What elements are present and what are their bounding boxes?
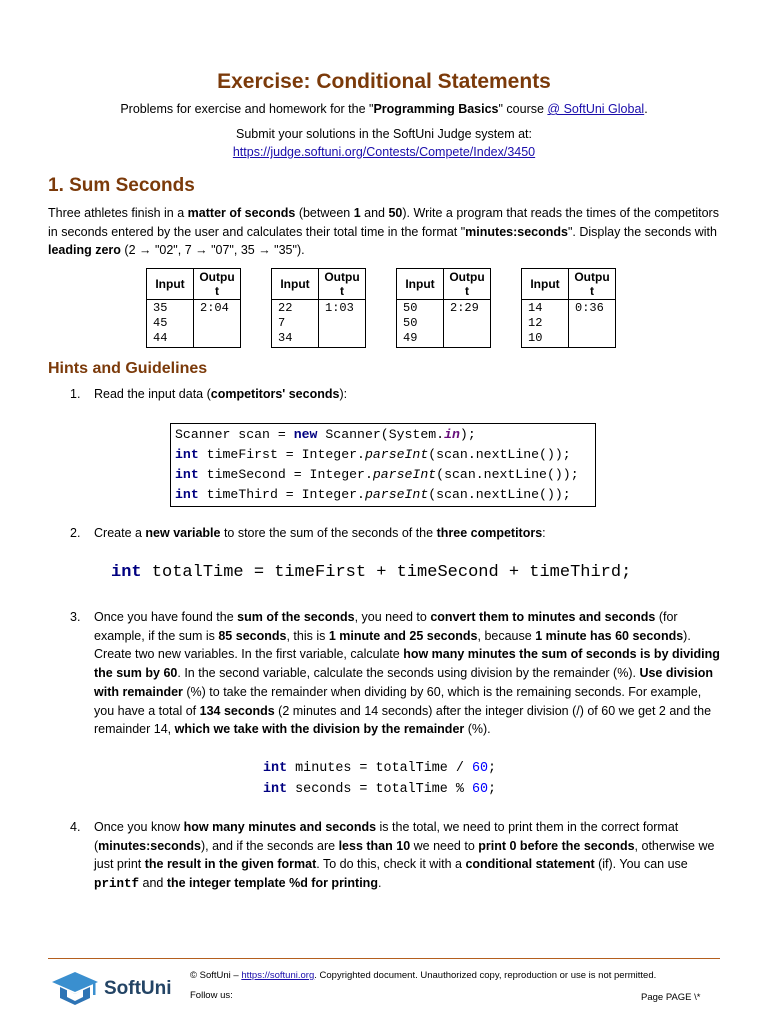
judge-link[interactable]: https://judge.softuni.org/Contests/Compete/Index/3450 — [232, 145, 536, 159]
example-table-2 — [271, 268, 366, 348]
follow-us-label: Follow us: — [190, 990, 233, 1001]
example-table-1 — [146, 268, 241, 348]
code-line: Scanner scan = new Scanner(System.in); — [175, 427, 476, 442]
code-line: int minutes = totalTime / 60; — [263, 761, 497, 776]
intro-text: Problems for exercise and homework for the " — [120, 102, 374, 116]
output-cell: 2:04 — [194, 300, 241, 348]
input-header: Input — [272, 269, 319, 300]
intro-line — [0, 102, 768, 116]
code-line: int timeSecond = Integer.parseInt(scan.nextLine()); — [175, 467, 579, 482]
step-number: 1. — [70, 387, 81, 401]
code-line: int timeFirst = Integer.parseInt(scan.nextLine()); — [175, 447, 571, 462]
page-title: Exercise: Conditional Statements — [217, 70, 551, 93]
example-table-3 — [396, 268, 491, 348]
copyright-text: © SoftUni – https://softuni.org. Copyrighted document. Unauthorized copy, reproduction or use is not permitted. — [190, 970, 657, 981]
softuni-logo-icon — [50, 970, 100, 1008]
code-block-read-input — [170, 423, 596, 507]
softuni-global-link[interactable]: @ SoftUni Global — [547, 102, 645, 116]
input-header: Input — [397, 269, 444, 300]
problem-description: Three athletes finish in a matter of seconds (between 1 and 50). Write a program that reads the times of the competitors in seconds entered by the user and calculates their total time in the format "minutes:seconds". Display the seconds with leading zero (2 → "02", 7 → "07", 35 → "35"). — [48, 206, 719, 258]
intro-text: " course — [498, 102, 548, 116]
step-number: 2. — [70, 526, 81, 540]
output-header: Outpu t — [319, 269, 366, 300]
submit-text: Submit your solutions in the SoftUni Judge system at: — [236, 127, 532, 141]
softuni-link[interactable]: https://softuni.org — [241, 970, 315, 981]
code-minutes-seconds — [263, 758, 496, 800]
example-table-4 — [521, 268, 616, 348]
step-1-text: Read the input data (competitors' seconds): — [94, 387, 348, 401]
section-heading: 1. Sum Seconds — [48, 175, 195, 196]
output-cell: 1:03 — [319, 300, 366, 348]
step-number: 4. — [70, 820, 81, 834]
input-cell: 14 12 10 — [522, 300, 569, 348]
step-number: 3. — [70, 610, 81, 624]
output-header: Outpu t — [444, 269, 491, 300]
output-cell: 0:36 — [569, 300, 616, 348]
course-name: Programming Basics — [373, 102, 499, 116]
page-number: Page PAGE \* — [641, 992, 701, 1003]
input-cell: 50 50 49 — [397, 300, 444, 348]
output-header: Outpu t — [569, 269, 616, 300]
code-total-time: int totalTime = timeFirst + timeSecond + timeThird; — [111, 563, 632, 582]
output-cell: 2:29 — [444, 300, 491, 348]
input-cell: 35 45 44 — [147, 300, 194, 348]
input-cell: 22 7 34 — [272, 300, 319, 348]
hints-heading: Hints and Guidelines — [48, 360, 208, 377]
code-line: int seconds = totalTime % 60; — [263, 782, 497, 797]
code-line: int timeThird = Integer.parseInt(scan.nextLine()); — [175, 487, 571, 502]
intro-text: . — [644, 102, 648, 116]
input-header: Input — [522, 269, 569, 300]
footer-divider — [48, 958, 720, 959]
step-4-text: Once you know how many minutes and seconds is the total, we need to print them in the correct format (minutes:seconds), and if the seconds are less than 10 we need to print 0 before the seconds, otherwise we just print the result in the given format. To do this, check it with a conditional statement (if). You can use printf and the integer template %d for printing. — [94, 820, 715, 892]
softuni-logo-text: SoftUni — [104, 978, 172, 999]
output-header: Outpu t — [194, 269, 241, 300]
step-2-text: Create a new variable to store the sum of the seconds of the three competitors: — [94, 526, 546, 540]
input-header: Input — [147, 269, 194, 300]
step-3-text: Once you have found the sum of the seconds, you need to convert them to minutes and seconds (for example, if the sum is 85 seconds, this is 1 minute and 25 seconds, because 1 minute has 60 seconds). Create two new variables. In the first variable, calculate how many minutes the sum of seconds is by dividing the sum by 60. In the second variable, calculate the seconds using division by the remainder (%). Use division with remainder (%) to take the remainder when dividing by 60, which is the remaining seconds. For example, you have a total of 134 seconds (2 minutes and 14 seconds) after the integer division (/) of 60 we get 2 and the remainder 14, which we take with the division by the remainder (%). — [94, 610, 720, 737]
